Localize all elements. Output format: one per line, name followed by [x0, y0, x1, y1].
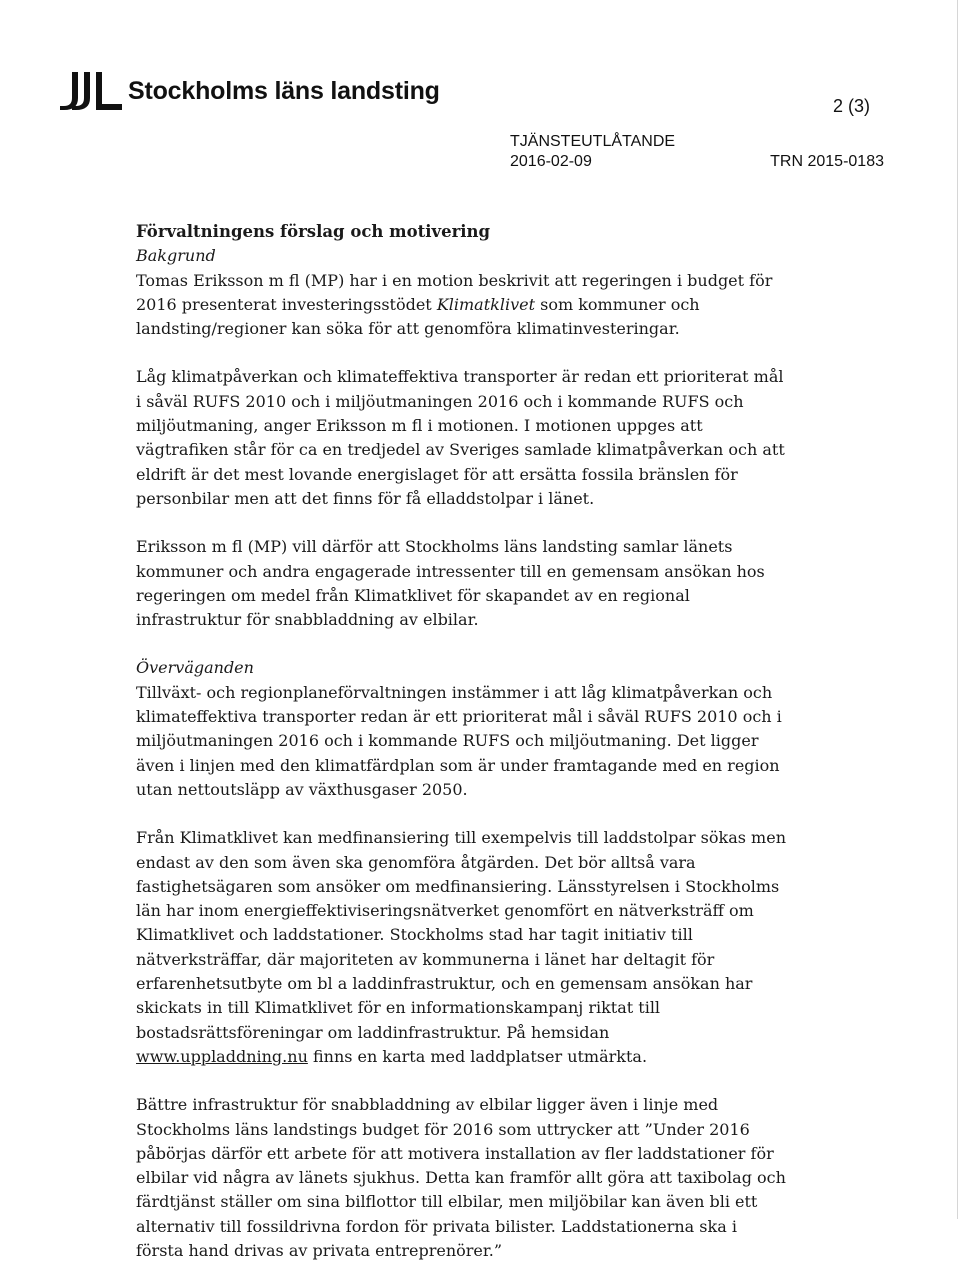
- document-date: 2016-02-09: [510, 153, 592, 170]
- background-text-1b: som kommuner och landsting/regioner kan söka för att genomföra klimatinvesteringar.: [136, 294, 700, 339]
- section-heading: Förvaltningens förslag och motivering: [136, 222, 491, 241]
- org-name: Stockholms läns landsting: [128, 76, 440, 105]
- klimatklivet-term: Klimatklivet: [436, 294, 536, 314]
- considerations-subheading: Överväganden: [136, 658, 254, 678]
- background-text-1a: Tomas Eriksson m fl (MP) har i en motion beskrivit att regeringen i budget för 2016 presenterat investeringsstödet: [136, 270, 773, 314]
- background-paragraph-3: Eriksson m fl (MP) vill därför att Stockholms läns landsting samlar länets kommuner och andra engagerade intressenter till en gemensam ansökan hos regeringen om medel från Klimatklivet för skapandet av en regional infrastruktur för snabbladdning av elbilar.: [136, 537, 765, 630]
- document-type: TJÄNSTEUTLÅTANDE: [510, 133, 676, 150]
- considerations-paragraph-1: [136, 656, 786, 802]
- uppladdning-link[interactable]: www.uppladdning.nu: [136, 1046, 308, 1066]
- scan-edge-line: [957, 0, 958, 1219]
- document-body: [136, 220, 786, 1287]
- background-paragraph-2: Låg klimatpåverkan och klimateffektiva transporter är redan ett prioriterat mål i såväl RUFS 2010 och i miljöutmaningen 2016 och i kommande RUFS och miljöutmaning, anger Eriksson m fl i motionen. I motionen uppges att vägtrafiken står för ca en tredjedel av Sveriges samlade klimatpåverkan och att eldrift är det mest lovande energislaget för att ersätta fossila bränslen för personbilar men att det finns för få elladdstolpar i länet.: [136, 367, 785, 508]
- sll-logo-mark-icon: [58, 70, 124, 112]
- considerations-text-2a: Från Klimatklivet kan medfinansiering till exempelvis till laddstolpar sökas men endast av den som även ska genomföra åtgärden. Det bör alltså vara fastighetsägaren som ansöker om medfinansiering. Länsstyrelsen i Stockholms län har inom energieffektiviseringsnätverket genomfört en nätverksträff om Klimatklivet och laddstationer. Stockholms stad har tagit initiativ till nätverksträffar, där majoriteten av kommunerna i länet har deltagit för erfarenhetsutbyte om bl a laddinfrastruktur, och en gemensam ansökan har skickats in till Klimatklivet för en informationskampanj riktat till bostadsrättsföreningar om laddinfrastruktur. På hemsidan: [136, 828, 786, 1042]
- background-paragraph-1: [136, 244, 786, 341]
- org-logo: [58, 70, 440, 112]
- considerations-paragraph-3: Bättre infrastruktur för snabbladdning av elbilar ligger även i linje med Stockholms läns landstings budget för 2016 som uttrycker att ”Under 2016 påbörjas därför ett arbete för att motivera installation av fler laddstationer för elbilar vid några av länets sjukhus. Detta kan framför allt göra att taxibolag och färdtjänst ställer om sina bilflottor till elbilar, men miljöbilar kan även bli ett alternativ till fossildrivna fordon för privata bilister. Laddstationerna ska i första hand drivas av privata entreprenörer.”: [136, 1095, 786, 1260]
- page-number: 2 (3): [832, 96, 870, 116]
- document-reference: TRN 2015-0183: [770, 153, 884, 170]
- considerations-paragraph-2: [136, 826, 786, 1069]
- considerations-text-2b: finns en karta med laddplatser utmärkta.: [307, 1046, 648, 1066]
- background-subheading: Bakgrund: [136, 246, 216, 266]
- considerations-text-1: Tillväxt- och regionplaneförvaltningen instämmer i att låg klimatpåverkan och klimateffektiva transporter redan är ett prioriterat mål i såväl RUFS 2010 och i miljöutmaningen 2016 och i kommande RUFS och miljöutmaning. Det ligger även i linjen med den klimatfärdplan som är under framtagande med en region utan nettoutsläpp av växthusgaser 2050.: [136, 682, 782, 799]
